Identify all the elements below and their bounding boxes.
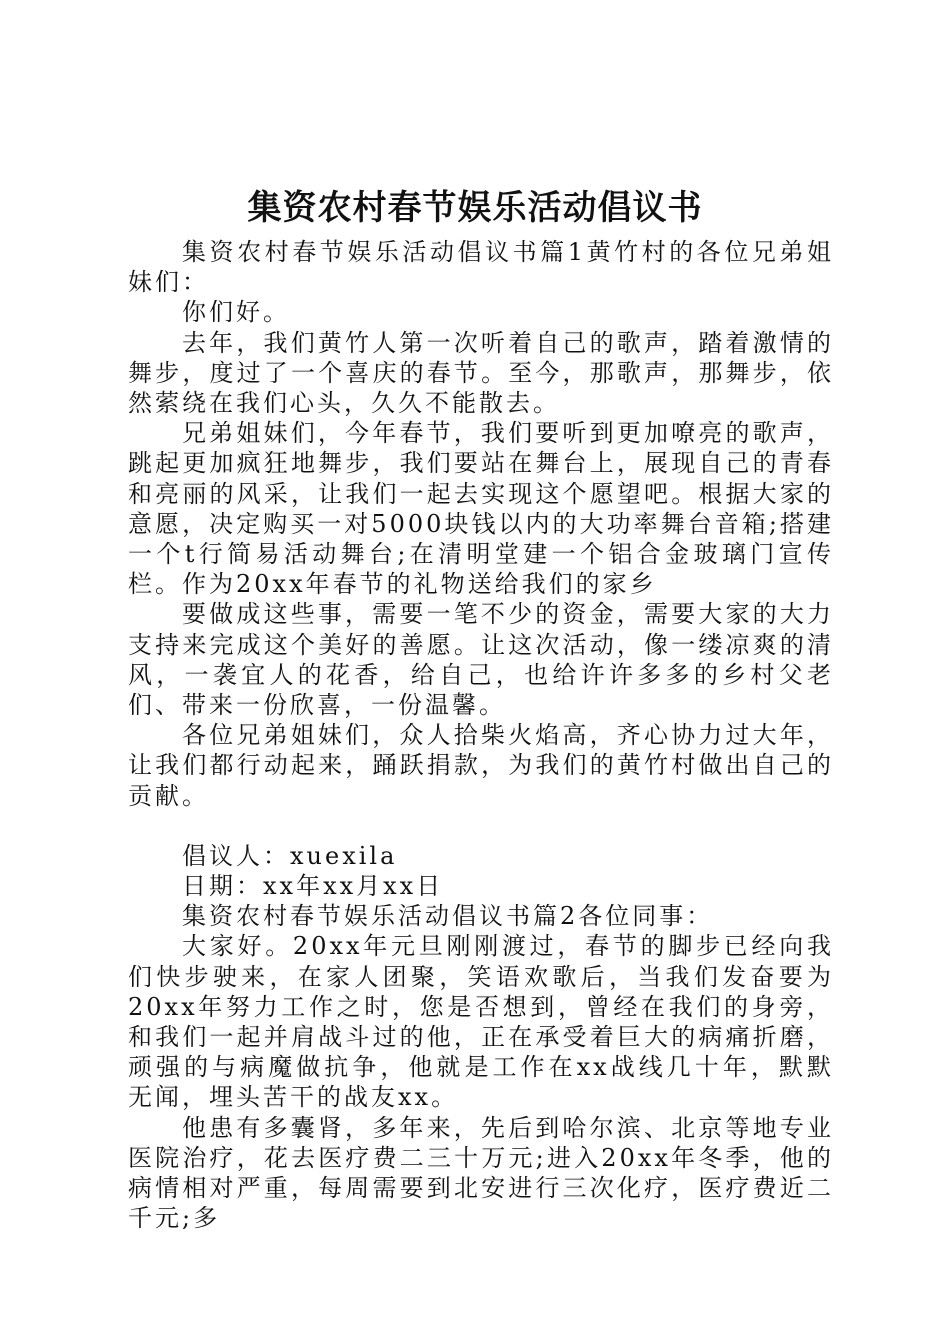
- paragraph-part2-heading: 集资农村春节娱乐活动倡议书篇2各位同事：: [182, 902, 714, 931]
- paragraph-intro: 集资农村春节娱乐活动倡议书篇1黄竹村的各位兄弟姐妹们：: [128, 238, 834, 297]
- document-body: [128, 237, 834, 1234]
- paragraph-call-to-action: 各位兄弟姐妹们，众人拾柴火焰高，齐心协力过大年，让我们都行动起来，踊跃捐款，为我们的黄竹村做出自己的贡献。: [128, 721, 834, 810]
- date-line: 日期：xx年xx月xx日: [182, 872, 444, 901]
- paragraph-part2-illness: 他患有多囊肾，多年来，先后到哈尔滨、北京等地专业医院治疗，花去医疗费二三十万元;进入20xx年冬季，他的病情相对严重，每周需要到北安进行三次化疗，医疗费近二千元;多: [128, 1113, 834, 1233]
- paragraph-last-year: 去年，我们黄竹人第一次听着自己的歌声，踏着激情的舞步，度过了一个喜庆的春节。至今，那歌声，那舞步，依然萦绕在我们心头，久久不能散去。: [128, 328, 834, 418]
- document-title: 集资农村春节娱乐活动倡议书: [247, 188, 703, 228]
- paragraph-funding: 要做成这些事，需要一笔不少的资金，需要大家的大力支持来完成这个美好的善愿。让这次活动，像一缕凉爽的清风，一袭宜人的花香，给自己，也给许许多多的乡村父老们、带来一份欣喜，一份温馨。: [128, 600, 834, 720]
- paragraph-part2-greeting: 大家好。20xx年元旦刚刚渡过，春节的脚步已经向我们快步驶来，在家人团聚，笑语欢歌后，当我们发奋要为20xx年努力工作之时，您是否想到，曾经在我们的身旁，和我们一起并肩战斗过的他，正在承受着巨大的病痛折磨，顽强的与病魔做抗争，他就是工作在xx战线几十年，默默无闻，埋头苦干的战友xx。: [128, 932, 834, 1112]
- paragraph-this-year: 兄弟姐妹们，今年春节，我们要听到更加嘹亮的歌声，跳起更加疯狂地舞步，我们要站在舞台上，展现自己的青春和亮丽的风采，让我们一起去实现这个愿望吧。根据大家的意愿，决定购买一对5000块钱以内的大功率舞台音箱;搭建一个t行简易活动舞台;在清明堂建一个铝合金玻璃门宣传栏。作为20xx年春节的礼物送给我们的家乡: [128, 419, 834, 599]
- paragraph-greeting: 你们好。: [182, 298, 290, 327]
- initiator-line: 倡议人：xuexila: [182, 841, 398, 870]
